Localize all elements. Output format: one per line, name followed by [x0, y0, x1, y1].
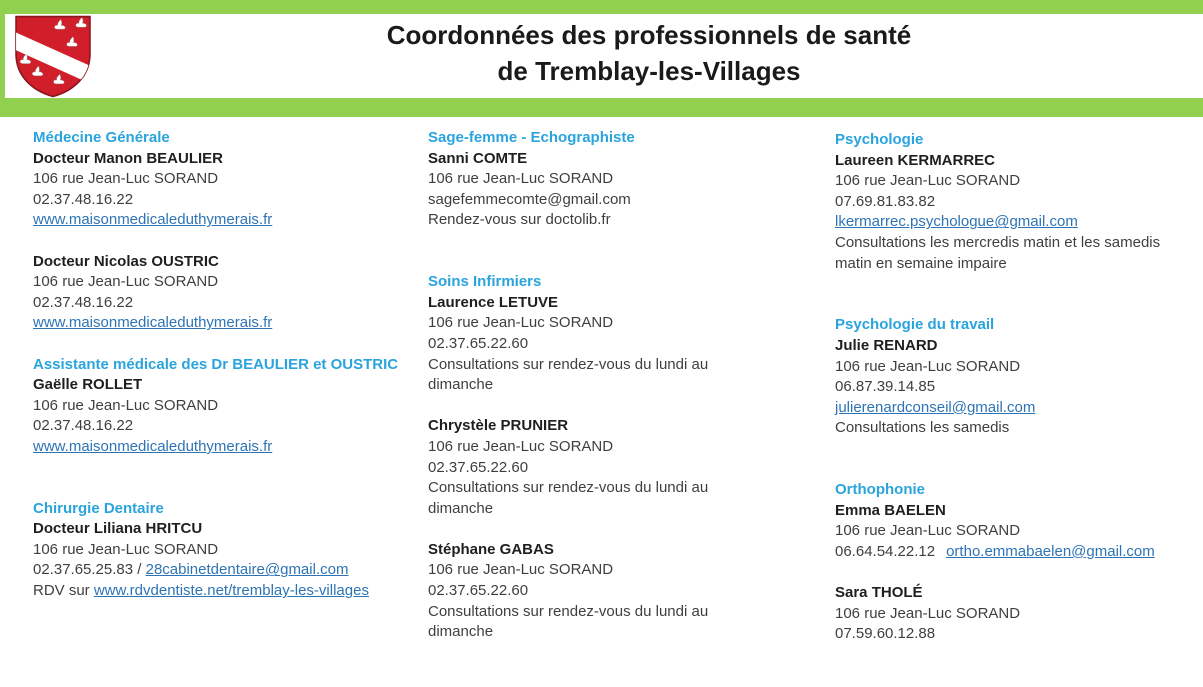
section-0-0: [33, 128, 425, 334]
contact-name: Laureen KERMARREC: [835, 151, 996, 169]
section-heading: Chirurgie Dentaire: [33, 499, 164, 517]
contact-line: [33, 190, 425, 211]
contact-link[interactable]: ortho.emmabaelen@gmail.com: [946, 542, 1155, 560]
header-top-green-bar: [0, 0, 1203, 14]
contact-entry: [428, 293, 746, 396]
contact-line: [428, 540, 746, 561]
contact-line: [835, 212, 1191, 233]
contact-text: RDV sur: [33, 582, 94, 600]
contact-line: [33, 252, 425, 273]
section-heading: Psychologie: [835, 131, 924, 148]
contact-line: [33, 540, 425, 561]
contact-line: [33, 210, 425, 231]
contact-line: [835, 624, 1191, 645]
contact-text: 07.69.81.83.82: [835, 192, 936, 210]
contact-text: 106 rue Jean-Luc SORAND: [835, 172, 1021, 190]
contact-line: [428, 210, 746, 231]
contact-entry: [835, 151, 1191, 275]
contact-text: 07.59.60.12.88: [835, 625, 936, 643]
section-heading: Soins Infirmiers: [428, 273, 542, 291]
contact-line: [428, 190, 746, 211]
contact-name: Chrystèle PRUNIER: [428, 417, 569, 435]
contact-name: Stéphane GABAS: [428, 540, 554, 558]
contact-line: [835, 501, 1191, 522]
contact-text: 106 rue Jean-Luc SORAND: [33, 273, 219, 291]
contact-text: 02.37.65.25.83 /: [33, 561, 146, 579]
contact-text: 02.37.48.16.22: [33, 190, 134, 208]
contact-line: [428, 149, 746, 170]
contact-entry: [835, 336, 1191, 439]
contact-text: 106 rue Jean-Luc SORAND: [33, 540, 219, 558]
contact-entry: [428, 149, 746, 231]
contact-line: [835, 521, 1191, 542]
contact-entry: [428, 416, 746, 519]
contact-name: Gaëlle ROLLET: [33, 376, 143, 394]
contact-line: [33, 560, 425, 581]
contact-entry: [835, 501, 1191, 563]
contact-entry: [835, 583, 1191, 645]
contact-line: [33, 293, 425, 314]
contact-text: Consultations sur rendez-vous du lundi au dimanche: [428, 602, 709, 641]
contact-line: [33, 375, 425, 396]
section-0-1: [33, 355, 425, 458]
contact-line: [428, 169, 746, 190]
contact-line: [428, 293, 746, 314]
contact-line: [33, 519, 425, 540]
contact-line: [835, 151, 1191, 172]
page-title-line1: Coordonnées des professionnels de santé: [386, 20, 912, 50]
contact-text: 06.64.54.22.12: [835, 542, 936, 560]
page-title-line2: de Tremblay-les-Villages: [497, 56, 801, 86]
contact-link[interactable]: www.maisonmedicaleduthymerais.fr: [33, 211, 273, 229]
contact-line: [33, 272, 425, 293]
header-bottom-green-bar: [0, 98, 1203, 117]
contact-line: [33, 437, 425, 458]
contact-line: [835, 233, 1191, 274]
contact-line: [835, 604, 1191, 625]
page-title: [95, 17, 1203, 89]
column-left: [33, 128, 425, 602]
contact-line: [428, 478, 746, 519]
contact-line: [835, 336, 1191, 357]
section-0-2: [33, 499, 425, 602]
contact-text: Consultations les mercredis matin et les samedis matin en semaine impaire: [835, 233, 1161, 272]
contact-line: [835, 357, 1191, 378]
contact-text: 02.37.65.22.60: [428, 582, 529, 600]
contact-text: 106 rue Jean-Luc SORAND: [428, 437, 614, 455]
contact-name: Docteur Liliana HRITCU: [33, 520, 203, 538]
column-middle: [428, 128, 746, 643]
page-header: [0, 0, 1203, 117]
contact-text: 106 rue Jean-Luc SORAND: [33, 396, 219, 414]
section-1-1: [428, 272, 746, 643]
contact-line: [835, 171, 1191, 192]
contact-name: Laurence LETUVE: [428, 293, 559, 311]
contact-text: 106 rue Jean-Luc SORAND: [835, 357, 1021, 375]
column-right: [835, 130, 1191, 645]
contact-text: 02.37.65.22.60: [428, 334, 529, 352]
contact-entry: [33, 375, 425, 457]
section-2-2: [835, 480, 1191, 645]
contact-line: [428, 560, 746, 581]
contact-line: [428, 313, 746, 334]
contact-name: Emma BAELEN: [835, 501, 946, 519]
contact-line: [835, 542, 1191, 563]
contact-line: [33, 313, 425, 334]
contact-text: Consultations les samedis: [835, 419, 1010, 437]
contact-text: 106 rue Jean-Luc SORAND: [33, 170, 219, 188]
contact-text: 106 rue Jean-Luc SORAND: [428, 314, 614, 332]
contact-link[interactable]: julierenardconseil@gmail.com: [835, 398, 1036, 416]
contact-name: Docteur Manon BEAULIER: [33, 149, 224, 167]
contact-text: Consultations sur rendez-vous du lundi au dimanche: [428, 355, 709, 394]
section-heading: Orthophonie: [835, 481, 925, 499]
contact-text: 02.37.48.16.22: [33, 293, 134, 311]
contact-line: [428, 334, 746, 355]
contact-text: 06.87.39.14.85: [835, 378, 936, 396]
contact-name: Sanni COMTE: [428, 149, 528, 167]
contact-text: 02.37.65.22.60: [428, 458, 529, 476]
contact-line: [835, 377, 1191, 398]
contact-text: 106 rue Jean-Luc SORAND: [835, 522, 1021, 540]
section-heading: Sage-femme - Echographiste: [428, 129, 635, 146]
contact-text: 106 rue Jean-Luc SORAND: [428, 561, 614, 579]
contact-line: [835, 192, 1191, 213]
section-2-1: [835, 315, 1191, 439]
contact-line: [428, 458, 746, 479]
contact-text: 02.37.48.16.22: [33, 417, 134, 435]
tremblay-coat-of-arms-icon: [12, 13, 94, 100]
section-heading: Assistante médicale des Dr BEAULIER et OUSTRIC: [33, 355, 399, 373]
contact-text: 106 rue Jean-Luc SORAND: [428, 170, 614, 188]
contact-link[interactable]: lkermarrec.psychologue@gmail.com: [835, 213, 1078, 231]
contact-text: Rendez-vous sur doctolib.fr: [428, 211, 611, 229]
contact-line: [33, 396, 425, 417]
contact-line: [428, 437, 746, 458]
contact-line: [428, 355, 746, 396]
contact-link[interactable]: 28cabinetdentaire@gmail.com: [145, 561, 349, 579]
section-2-0: [835, 130, 1191, 274]
contact-line: [428, 581, 746, 602]
contact-line: [835, 418, 1191, 439]
contact-link[interactable]: www.maisonmedicaleduthymerais.fr: [33, 437, 273, 455]
section-heading: Psychologie du travail: [835, 316, 995, 334]
contact-link[interactable]: www.rdvdentiste.net/tremblay-les-villages: [93, 582, 369, 600]
contact-name: Docteur Nicolas OUSTRIC: [33, 252, 219, 270]
contact-entry: [33, 519, 425, 601]
contact-name: Julie RENARD: [835, 336, 938, 354]
contact-line: [33, 169, 425, 190]
contact-line: [33, 149, 425, 170]
contact-line: [835, 583, 1191, 604]
contact-entry: [428, 540, 746, 643]
contact-line: [428, 416, 746, 437]
contact-link[interactable]: www.maisonmedicaleduthymerais.fr: [33, 314, 273, 332]
contact-text: sagefemmecomte@gmail.com: [428, 190, 631, 208]
contact-text: 106 rue Jean-Luc SORAND: [835, 604, 1021, 622]
section-1-0: [428, 128, 746, 231]
contact-text: Consultations sur rendez-vous du lundi au dimanche: [428, 479, 709, 517]
contact-line: [33, 416, 425, 437]
section-heading: Médecine Générale: [33, 129, 170, 146]
contact-name: Sara THOLÉ: [835, 584, 923, 602]
contact-line: [835, 398, 1191, 419]
contact-line: [33, 581, 425, 602]
contact-line: [428, 602, 746, 643]
contact-entry: [33, 252, 425, 334]
contact-entry: [33, 149, 425, 231]
